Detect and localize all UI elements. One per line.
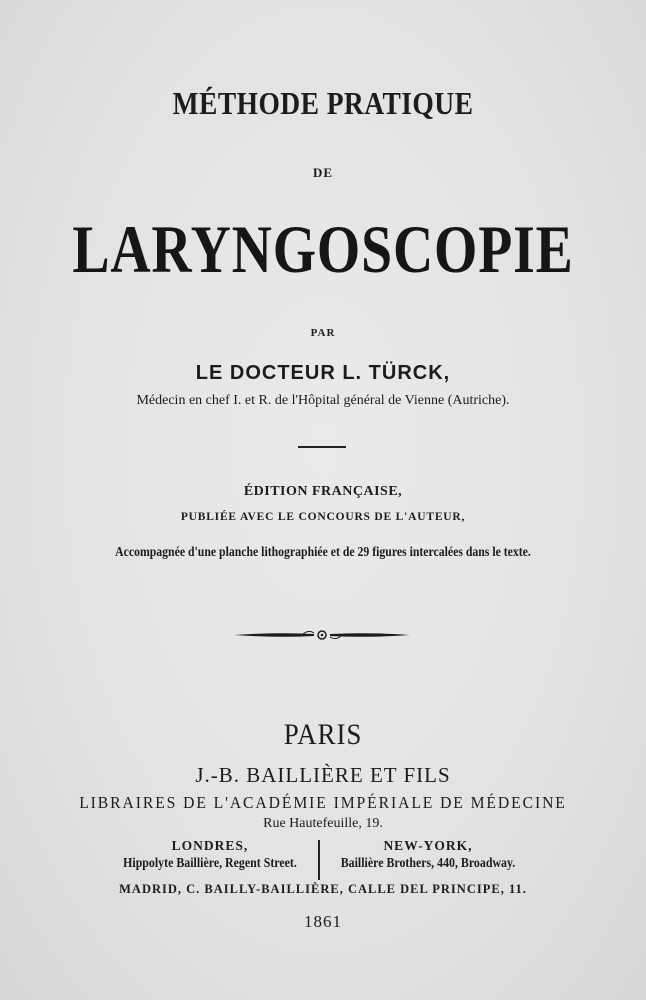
imprint-newyork xyxy=(318,838,538,872)
author-role: Médecin en chef I. et R. de l'Hôpital général de Vienne (Autriche). xyxy=(136,393,510,408)
imprint-london xyxy=(100,838,320,872)
london-city: LONDRES, xyxy=(171,838,249,853)
imprint-publisher: J.-B. BAILLIÈRE ET FILS xyxy=(195,763,451,787)
title-line-laryngoscopie: LARYNGOSCOPIE xyxy=(72,211,574,287)
by-label: PAR xyxy=(310,327,336,339)
title-line-methode: MÉTHODE PRATIQUE xyxy=(172,85,474,121)
edition-publication-note: PUBLIÉE AVEC LE CONCOURS DE L'AUTEUR, xyxy=(180,511,466,523)
newyork-firm: Baillière Brothers, 440, Broadway. xyxy=(340,856,516,871)
separator-rule xyxy=(298,446,346,448)
imprint-address: Rue Hautefeuille, 19. xyxy=(263,816,383,831)
author-name: LE DOCTEUR L. TÜRCK, xyxy=(195,362,451,384)
imprint-year: 1861 xyxy=(304,912,342,931)
imprint-city: PARIS xyxy=(283,718,363,751)
title-line-de: DE xyxy=(312,165,334,180)
edition-label: ÉDITION FRANÇAISE, xyxy=(243,484,403,499)
imprint-madrid: MADRID, C. BAILLY-BAILLIÈRE, CALLE DEL PRINCIPE, 11. xyxy=(119,882,527,896)
ornament-divider xyxy=(232,625,412,645)
edition-illustrations-note: Accompagnée d'une planche lithographiée et de 29 figures intercalées dans le texte. xyxy=(115,545,531,560)
newyork-city: NEW-YORK, xyxy=(383,838,473,853)
imprint-libraires: LIBRAIRES DE L'ACADÉMIE IMPÉRIALE DE MÉDECINE xyxy=(79,793,567,812)
london-firm: Hippolyte Baillière, Regent Street. xyxy=(123,856,297,871)
